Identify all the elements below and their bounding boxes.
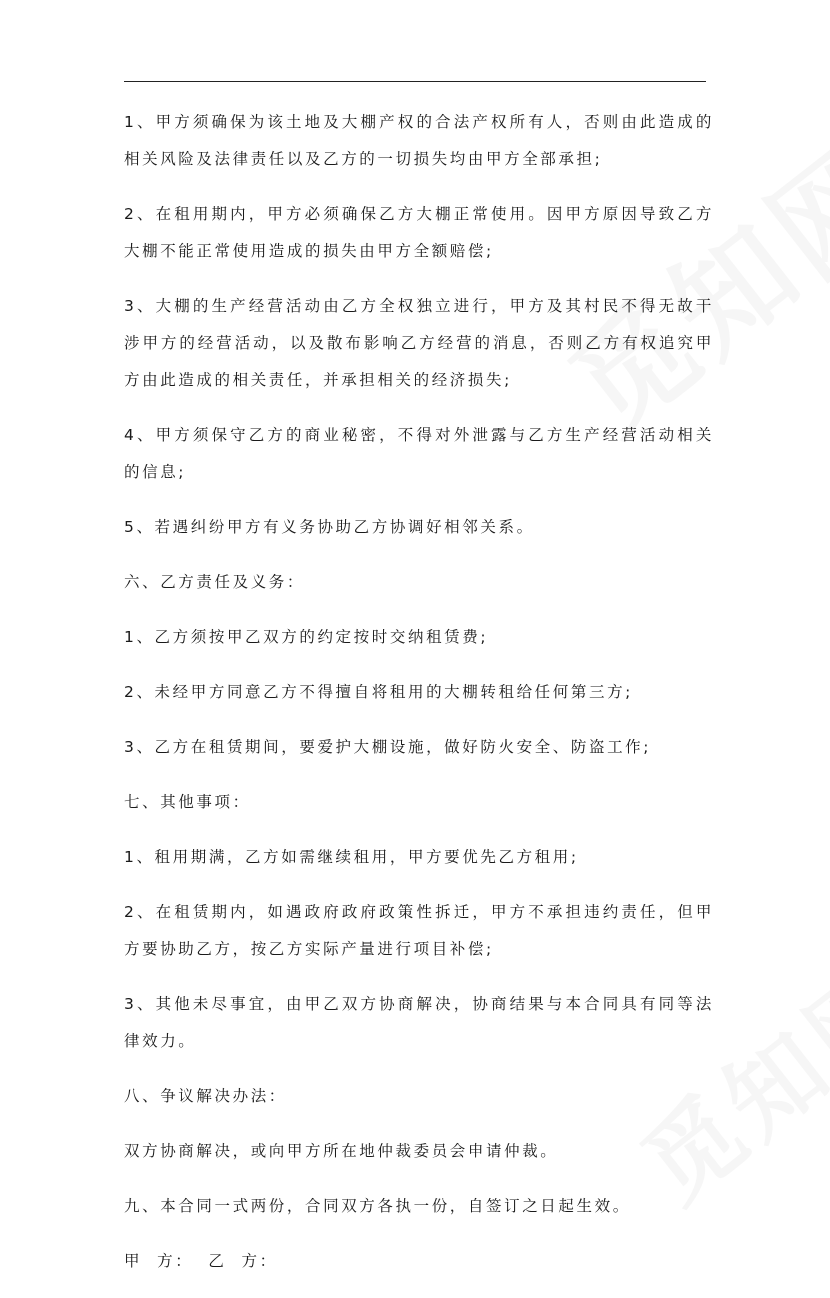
clause-paragraph: 3、乙方在租赁期间，要爱护大棚设施，做好防火安全、防盗工作; bbox=[124, 738, 652, 756]
clause-paragraph: 3、大棚的生产经营活动由乙方全权独立进行，甲方及其村民不得无故干涉甲方的经营活动，以及散布影响乙方经营的消息，否则乙方有权追究甲方由此造成的相关责任，并承担相关的经济损失; bbox=[124, 297, 714, 389]
signature-line: 甲 方： 乙 方： bbox=[124, 1252, 278, 1270]
document-body bbox=[124, 104, 714, 1298]
clause-paragraph: 1、甲方须确保为该土地及大棚产权的合法产权所有人，否则由此造成的相关风险及法律责任以及乙方的一切损失均由甲方全部承担; bbox=[124, 113, 714, 168]
clause-paragraph: 2、未经甲方同意乙方不得擅自将租用的大棚转租给任何第三方; bbox=[124, 683, 633, 701]
clause-paragraph: 1、乙方须按甲乙双方的约定按时交纳租赁费; bbox=[124, 628, 489, 646]
clause-paragraph: 2、在租用期内，甲方必须确保乙方大棚正常使用。因甲方原因导致乙方大棚不能正常使用造成的损失由甲方全额赔偿; bbox=[124, 205, 714, 260]
section-heading: 七、其他事项： bbox=[124, 793, 251, 811]
clause-paragraph: 双方协商解决，或向甲方所在地仲裁委员会申请仲裁。 bbox=[124, 1142, 559, 1160]
clause-paragraph: 4、甲方须保守乙方的商业秘密，不得对外泄露与乙方生产经营活动相关的信息; bbox=[124, 426, 714, 481]
clause-paragraph: 九、本合同一式两份，合同双方各执一份，自签订之日起生效。 bbox=[124, 1197, 631, 1215]
clause-paragraph: 3、其他未尽事宜，由甲乙双方协商解决，协商结果与本合同具有同等法律效力。 bbox=[124, 995, 714, 1050]
header-rule bbox=[124, 81, 706, 82]
clause-paragraph: 2、在租赁期内，如遇政府政府政策性拆迁，甲方不承担违约责任，但甲方要协助乙方，按乙方实际产量进行项目补偿; bbox=[124, 903, 714, 958]
clause-paragraph: 1、租用期满，乙方如需继续租用，甲方要优先乙方租用; bbox=[124, 848, 579, 866]
section-heading: 六、乙方责任及义务： bbox=[124, 573, 306, 591]
clause-paragraph: 5、若遇纠纷甲方有义务协助乙方协调好相邻关系。 bbox=[124, 518, 535, 536]
section-heading: 八、争议解决办法： bbox=[124, 1087, 287, 1105]
